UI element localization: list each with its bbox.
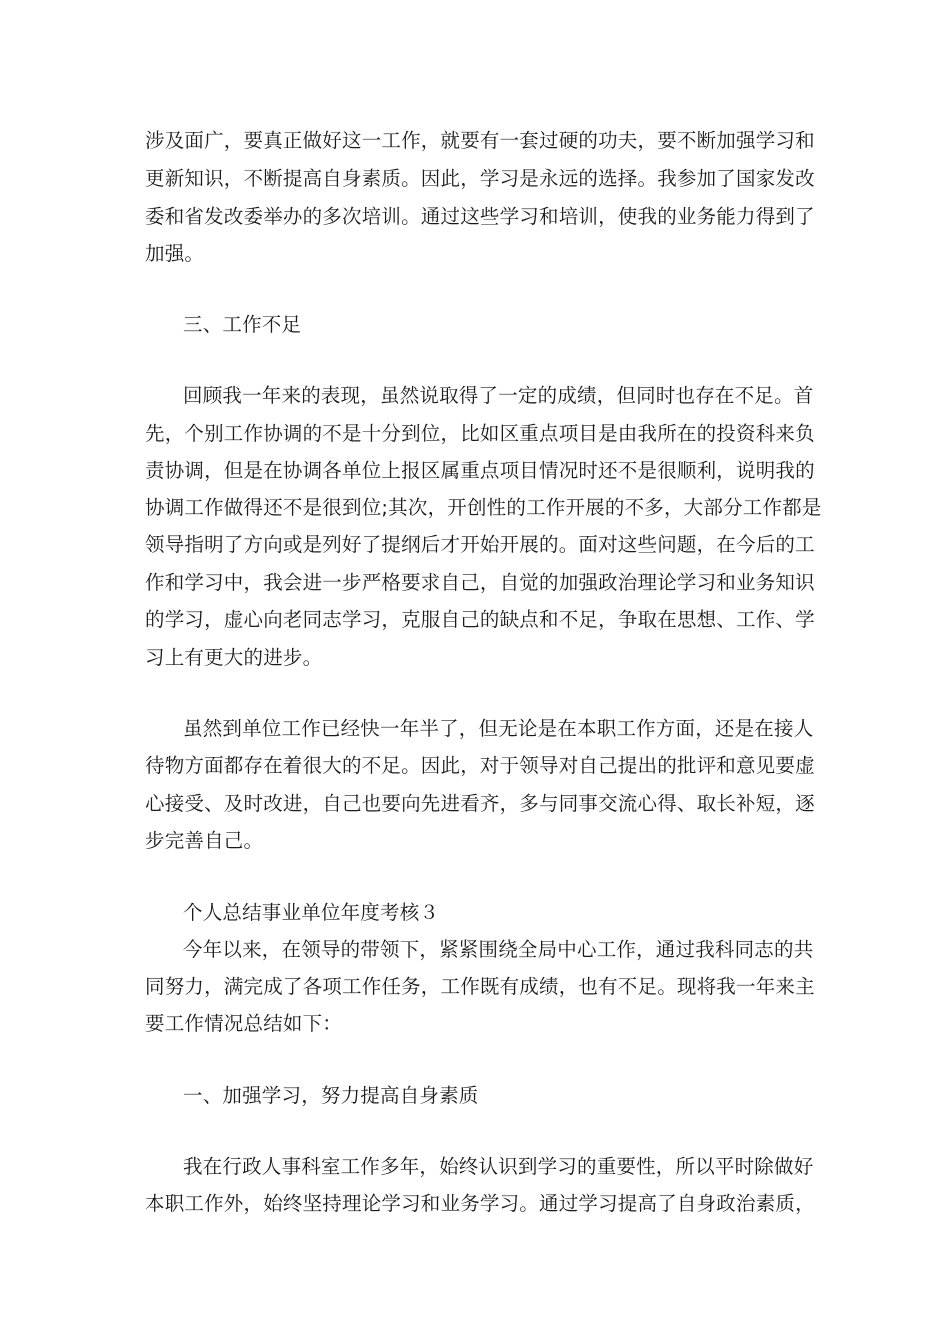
text-line: 我在行政人事科室工作多年，始终认识到学习的重要性，所以平时除做好 [183,1155,814,1178]
text-line: 同努力，满完成了各项工作任务，工作既有成绩，也有不足。现将我一年来主 [145,975,815,998]
text-line: 习上有更大的进步。 [145,646,323,669]
text-line: 步完善自己。 [145,829,264,852]
text-line: 作和学习中，我会进一步严格要求自己，自觉的加强政治理论学习和业务知识 [145,571,815,594]
text-line: 委和省发改委举办的多次培训。通过这些学习和培训，使我的业务能力得到了 [145,205,815,228]
section-heading: 三、工作不足 [183,313,302,336]
text-line: 的学习，虚心向老同志学习，克服自己的缺点和不足，争取在思想、工作、学 [145,608,815,631]
text-line: 回顾我一年来的表现，虽然说取得了一定的成绩，但同时也存在不足。首 [183,384,814,407]
text-line: 本职工作外，始终坚持理论学习和业务学习。通过学习提高了自身政治素质， [145,1192,815,1215]
text-line: 虽然到单位工作已经快一年半了，但无论是在本职工作方面，还是在接人 [183,717,814,740]
text-line: 加强。 [145,242,205,265]
text-line: 待物方面都存在着很大的不足。因此，对于领导对自己提出的批评和意见要虚 [145,754,815,777]
text-line: 领导指明了方向或是列好了提纲后才开始开展的。面对这些问题，在今后的工 [145,533,815,556]
text-line: 今年以来，在领导的带领下，紧紧围绕全局中心工作，通过我科同志的共 [183,938,814,961]
text-line: 心接受、及时改进，自己也要向先进看齐，多与同事交流心得、取长补短，逐 [145,792,815,815]
text-line: 要工作情况总结如下： [145,1012,343,1035]
text-line: 涉及面广，要真正做好这一工作，就要有一套过硬的功夫，要不断加强学习和 [145,129,815,152]
section-heading: 一、加强学习，努力提高自身素质 [183,1084,479,1107]
text-line: 协调工作做得还不是很到位;其次，开创性的工作开展的不多，大部分工作都是 [145,496,822,519]
text-line: 先，个别工作协调的不是十分到位，比如区重点项目是由我所在的投资科来负 [145,422,815,445]
text-line: 责协调，但是在协调各单位上报区属重点项目情况时还不是很顺利，说明我的 [145,459,815,482]
text-line: 更新知识，不断提高自身素质。因此，学习是永远的选择。我参加了国家发改 [145,167,815,190]
document-subtitle: 个人总结事业单位年度考核３ [183,901,440,924]
